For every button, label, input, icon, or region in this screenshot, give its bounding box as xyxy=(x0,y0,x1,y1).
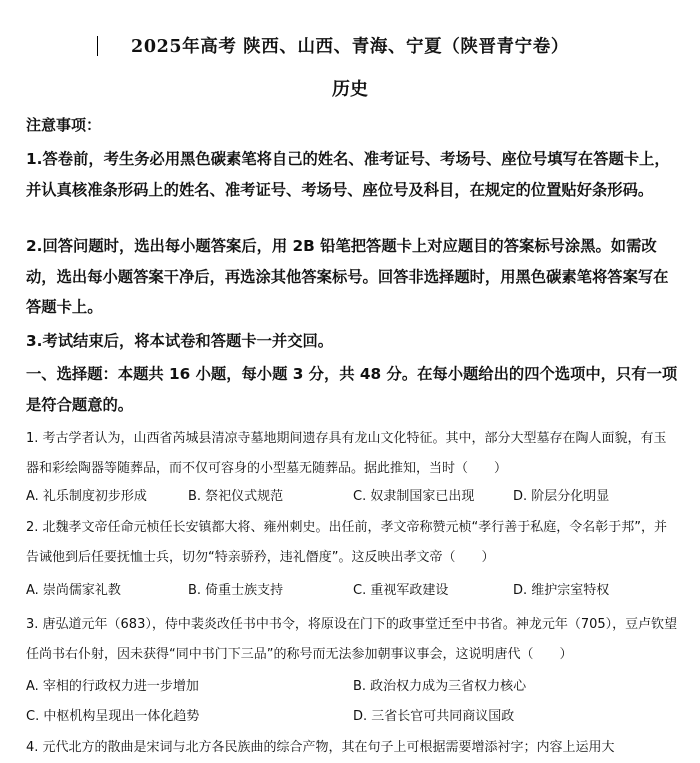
option-d: D. 维护宗室特权 xyxy=(513,583,610,598)
option-d: D. 三省长官可共同商议国政 xyxy=(353,709,515,724)
question-3-options-row-1 xyxy=(26,675,678,699)
question-4-stem: 4. 元代北方的散曲是宋词与北方各民族曲的综合产物，其在句子上可根据需要增添衬字；内容上运用大 xyxy=(26,740,615,755)
question-1-stem: 1. 考古学者认为，山西省芮城县清凉寺墓地期间遗存具有龙山文化特征。其中，部分大型墓存在陶人面貌，有玉器和彩绘陶器等随葬品，而不仅可容身的小型墓无随葬品。据此推知，当时（ ） xyxy=(26,431,667,476)
question-3-options-row-2 xyxy=(26,705,678,729)
note-item-1: 1.答卷前，考生务必用黑色碳素笔将自己的姓名、准考证号、考场号、座位号填写在答题卡上，并认真核准条形码上的姓名、准考证号、考场号、座位号及科目，在规定的位置贴好条形码。 xyxy=(26,150,670,199)
section-heading: 一、选择题：本题共 16 小题，每小题 3 分，共 48 分。在每小题给出的四个选项中，只有一项是符合题意的。 xyxy=(26,365,678,414)
option-c: C. 重视军政建设 xyxy=(353,583,449,598)
notes-heading: 注意事项： xyxy=(26,116,102,134)
note-item-2: 2.回答问题时，选出每小题答案后，用 2B 铅笔把答题卡上对应题目的答案标号涂黑。如需改动，选出每小题答案干净后，再选涂其他答案标号。回答非选择题时，用黑色碳素笔将答案写在答题卡上。 xyxy=(26,237,669,316)
subject-title: 历史 xyxy=(332,79,368,100)
option-b: B. 政治权力成为三省权力核心 xyxy=(353,679,527,694)
exam-title: 2025年高考 陕西、山西、青海、宁夏（陕晋青宁卷） xyxy=(131,37,569,57)
question-1-options xyxy=(26,485,678,509)
option-b: B. 倚重士族支持 xyxy=(188,583,284,598)
option-a: A. 礼乐制度初步形成 xyxy=(26,489,147,504)
option-c: C. 奴隶制国家已出现 xyxy=(353,489,475,504)
option-c: C. 中枢机构呈现出一体化趋势 xyxy=(26,709,200,724)
option-a: A. 宰相的行政权力进一步增加 xyxy=(26,679,199,694)
question-3-stem: 3. 唐弘道元年（683），侍中裴炎改任书中书令，将原设在门下的政事堂迁至中书省。神龙元年（705），豆卢钦望任尚书右仆射，因未获得“同中书门下三品”的称号而无法参加朝事议事会，这说明唐代（ ） xyxy=(26,617,678,662)
option-d: D. 阶层分化明显 xyxy=(513,489,610,504)
note-item-3: 3.考试结束后，将本试卷和答题卡一并交回。 xyxy=(26,332,334,350)
question-2-stem: 2. 北魏孝文帝任命元桢任长安镇都大将、雍州刺史。出任前，孝文帝称赞元桢“孝行善于私庭，令名彰于邦”，并告诫他到后任要抚恤士兵，切勿“特亲骄矜，违礼僭度”。这反映出孝文帝（ ） xyxy=(26,520,668,565)
option-b: B. 祭祀仪式规范 xyxy=(188,489,284,504)
option-a: A. 崇尚儒家礼教 xyxy=(26,583,121,598)
question-2-options xyxy=(26,579,678,603)
